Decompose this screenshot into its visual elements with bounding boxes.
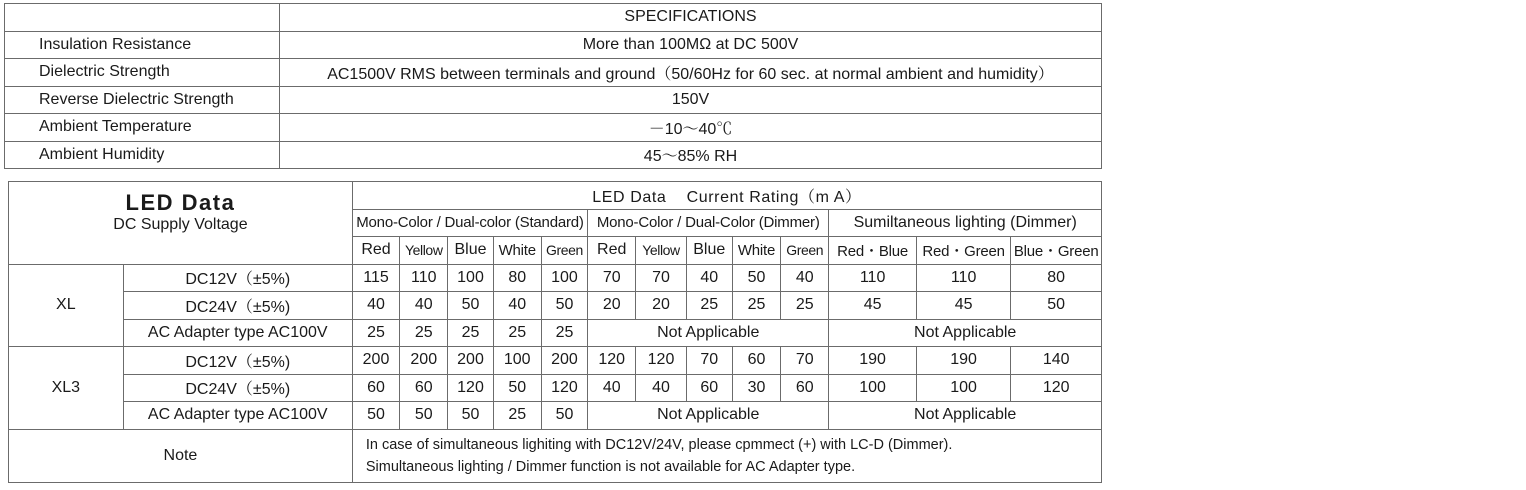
current-value: 100 (541, 264, 587, 292)
spec-row (5, 141, 1102, 169)
current-value: 100 (448, 264, 493, 292)
color-header: White (732, 237, 780, 265)
current-value: 200 (541, 347, 587, 375)
led-corner-cell (9, 182, 353, 265)
current-value: 40 (588, 374, 636, 402)
spec-value: －10～40℃ (280, 114, 1102, 142)
current-value: 120 (588, 347, 636, 375)
color-header: White (493, 237, 541, 265)
current-value: 60 (352, 374, 399, 402)
not-applicable-cell: Not Applicable (588, 319, 829, 347)
current-rating-header: LED Data Current Rating（m A） (352, 182, 1101, 210)
current-value: 40 (352, 292, 399, 320)
spec-row (5, 31, 1102, 59)
spec-label: Reverse Dielectric Strength (5, 86, 280, 114)
current-value: 110 (916, 264, 1011, 292)
color-header: Yellow (636, 237, 686, 265)
current-value: 40 (636, 374, 686, 402)
current-value: 50 (352, 402, 399, 430)
spec-row (5, 59, 1102, 87)
color-header: Blue (686, 237, 732, 265)
current-value: 50 (400, 402, 448, 430)
current-value: 30 (732, 374, 780, 402)
current-value: 25 (352, 319, 399, 347)
supply-label: DC12V（±5%) (123, 347, 352, 375)
group-simultaneous-header: Sumiltaneous lighting (Dimmer) (829, 209, 1102, 237)
current-value: 40 (686, 264, 732, 292)
current-value: 50 (541, 292, 587, 320)
current-value: 70 (781, 347, 829, 375)
current-value: 80 (1011, 264, 1102, 292)
supply-label: DC24V（±5%) (123, 292, 352, 320)
current-value: 25 (732, 292, 780, 320)
supply-label: DC24V（±5%) (123, 374, 352, 402)
current-value: 25 (493, 402, 541, 430)
model-name: XL3 (9, 347, 124, 430)
color-header: Yellow (400, 237, 448, 265)
color-header: Red・Green (916, 237, 1011, 265)
table-row (9, 264, 1102, 292)
note-label: Note (9, 429, 353, 482)
led-data-table (8, 181, 1102, 483)
current-value: 25 (781, 292, 829, 320)
spec-header-blank (5, 4, 280, 32)
led-header-row-1 (9, 182, 1102, 210)
led-data-title: LED Data (125, 189, 236, 215)
spec-value: 45～85% RH (280, 141, 1102, 169)
current-value: 50 (1011, 292, 1102, 320)
current-value: 110 (400, 264, 448, 292)
current-value: 120 (541, 374, 587, 402)
note-text (352, 429, 1101, 482)
current-value: 140 (1011, 347, 1102, 375)
spec-label: Ambient Temperature (5, 114, 280, 142)
current-value: 20 (588, 292, 636, 320)
spec-value: 150V (280, 86, 1102, 114)
current-value: 120 (448, 374, 493, 402)
spec-label: Dielectric Strength (5, 59, 280, 87)
current-value: 100 (916, 374, 1011, 402)
current-value: 50 (448, 292, 493, 320)
current-value: 25 (686, 292, 732, 320)
current-value: 120 (636, 347, 686, 375)
current-value: 110 (829, 264, 916, 292)
current-value: 45 (829, 292, 916, 320)
group-standard-header: Mono-Color / Dual-color (Standard) (352, 209, 587, 237)
color-header: Red・Blue (829, 237, 916, 265)
current-value: 200 (400, 347, 448, 375)
current-value: 50 (493, 374, 541, 402)
current-value: 70 (686, 347, 732, 375)
color-header: Red (588, 237, 636, 265)
current-value: 200 (352, 347, 399, 375)
current-value: 40 (400, 292, 448, 320)
spec-header-row (5, 4, 1102, 32)
supply-voltage-label: DC Supply Voltage (113, 215, 248, 233)
current-value: 70 (636, 264, 686, 292)
current-value: 50 (732, 264, 780, 292)
color-header: Blue・Green (1011, 237, 1102, 265)
current-value: 60 (400, 374, 448, 402)
spec-row (5, 86, 1102, 114)
current-value: 40 (493, 292, 541, 320)
current-value: 60 (732, 347, 780, 375)
note-row (9, 429, 1102, 482)
current-value: 120 (1011, 374, 1102, 402)
current-value: 190 (829, 347, 916, 375)
spec-value: AC1500V RMS between terminals and ground（50/60Hz for 60 sec. at normal ambient and humidity） (280, 59, 1102, 87)
not-applicable-cell: Not Applicable (829, 402, 1102, 430)
current-value: 100 (829, 374, 916, 402)
table-row (9, 319, 1102, 347)
current-value: 50 (541, 402, 587, 430)
model-name: XL (9, 264, 124, 347)
current-value: 100 (493, 347, 541, 375)
current-value: 25 (400, 319, 448, 347)
current-value: 115 (352, 264, 399, 292)
supply-label: DC12V（±5%) (123, 264, 352, 292)
current-value: 20 (636, 292, 686, 320)
current-value: 40 (781, 264, 829, 292)
color-header: Red (352, 237, 399, 265)
current-value: 25 (493, 319, 541, 347)
color-header: Blue (448, 237, 493, 265)
specifications-table (4, 3, 1102, 169)
current-value: 45 (916, 292, 1011, 320)
supply-label: AC Adapter type AC100V (123, 402, 352, 430)
current-value: 70 (588, 264, 636, 292)
current-value: 190 (916, 347, 1011, 375)
spec-label: Insulation Resistance (5, 31, 280, 59)
not-applicable-cell: Not Applicable (588, 402, 829, 430)
spec-row (5, 114, 1102, 142)
supply-label: AC Adapter type AC100V (123, 319, 352, 347)
note-line: In case of simultaneous lighiting with DC12V/24V, please cpmmect (+) with LC-D (Dimmer). (365, 436, 953, 453)
color-header: Green (781, 237, 829, 265)
current-value: 50 (448, 402, 493, 430)
table-row (9, 402, 1102, 430)
table-row (9, 292, 1102, 320)
note-line: Simultaneous lighting / Dimmer function is not available for AC Adapter type. (365, 458, 856, 475)
current-value: 60 (686, 374, 732, 402)
group-dimmer-header: Mono-Color / Dual-Color (Dimmer) (588, 209, 829, 237)
current-value: 25 (448, 319, 493, 347)
current-value: 60 (781, 374, 829, 402)
current-value: 25 (541, 319, 587, 347)
not-applicable-cell: Not Applicable (829, 319, 1102, 347)
color-header: Green (541, 237, 587, 265)
current-value: 200 (448, 347, 493, 375)
spec-label: Ambient Humidity (5, 141, 280, 169)
spec-value: More than 100MΩ at DC 500V (280, 31, 1102, 59)
spec-header: SPECIFICATIONS (280, 4, 1102, 32)
table-row (9, 374, 1102, 402)
table-row (9, 347, 1102, 375)
current-value: 80 (493, 264, 541, 292)
